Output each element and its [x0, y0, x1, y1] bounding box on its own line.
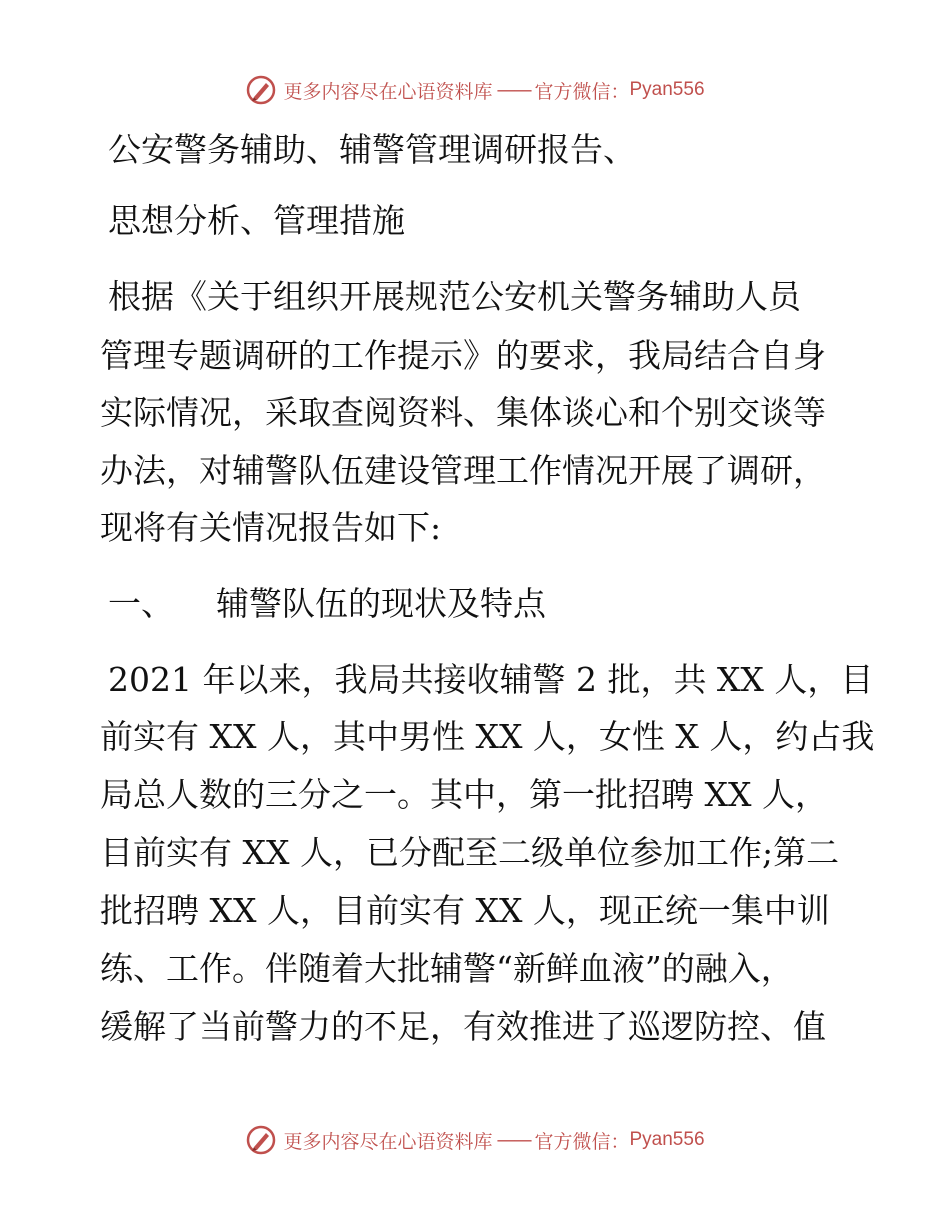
section-1-heading	[108, 584, 546, 624]
watermark-banner-top	[0, 70, 950, 110]
body-line-3: 局总人数的三分之一。其中，第一批招聘 XX 人，	[100, 775, 828, 814]
banner-wechat-label: 官方微信：	[534, 80, 630, 103]
body-line-2: 前实有 XX 人，其中男性 XX 人，女性 X 人，约占我	[100, 717, 875, 756]
banner-wechat-id: Pyan556	[629, 79, 705, 100]
title-line-1: 公安警务辅助、辅警管理调研报告、	[108, 130, 636, 169]
intro-line-3: 实际情况，采取查阅资料、集体谈心和个别交谈等	[100, 393, 826, 432]
body-line-5: 批招聘 XX 人，目前实有 XX 人，现正统一集中训	[100, 891, 830, 930]
banner-wechat-id: Pyan556	[629, 1129, 705, 1150]
body-line-6: 练、工作。伴随着大批辅警“新鲜血液”的融入，	[100, 949, 794, 988]
watermark-banner-bottom	[0, 1120, 950, 1160]
banner-wechat-label: 官方微信：	[534, 1130, 630, 1153]
banner-text: 更多内容尽在心语资料库	[283, 80, 493, 103]
banner-text: 更多内容尽在心语资料库	[283, 1130, 493, 1153]
title-line-2: 思想分析、管理措施	[108, 201, 405, 240]
intro-line-1: 根据《关于组织开展规范公安机关警务辅助人员	[108, 277, 801, 316]
intro-line-5: 现将有关情况报告如下:	[100, 508, 442, 547]
pen-logo-icon	[245, 74, 277, 106]
pen-logo-icon	[245, 1124, 277, 1156]
body-line-7: 缓解了当前警力的不足，有效推进了巡逻防控、值	[100, 1007, 826, 1046]
banner-dash: ——	[496, 79, 531, 101]
section-1-number: 一、	[108, 584, 174, 623]
intro-line-4: 办法，对辅警队伍建设管理工作情况开展了调研，	[100, 451, 826, 490]
intro-line-2: 管理专题调研的工作提示》的要求，我局结合自身	[100, 336, 826, 375]
section-1-title: 辅警队伍的现状及特点	[216, 584, 546, 623]
body-line-4: 目前实有 XX 人，已分配至二级单位参加工作;第二	[100, 833, 840, 872]
body-line-1: 2021 年以来，我局共接收辅警 2 批，共 XX 人，目	[108, 660, 874, 699]
banner-dash: ——	[496, 1129, 531, 1151]
